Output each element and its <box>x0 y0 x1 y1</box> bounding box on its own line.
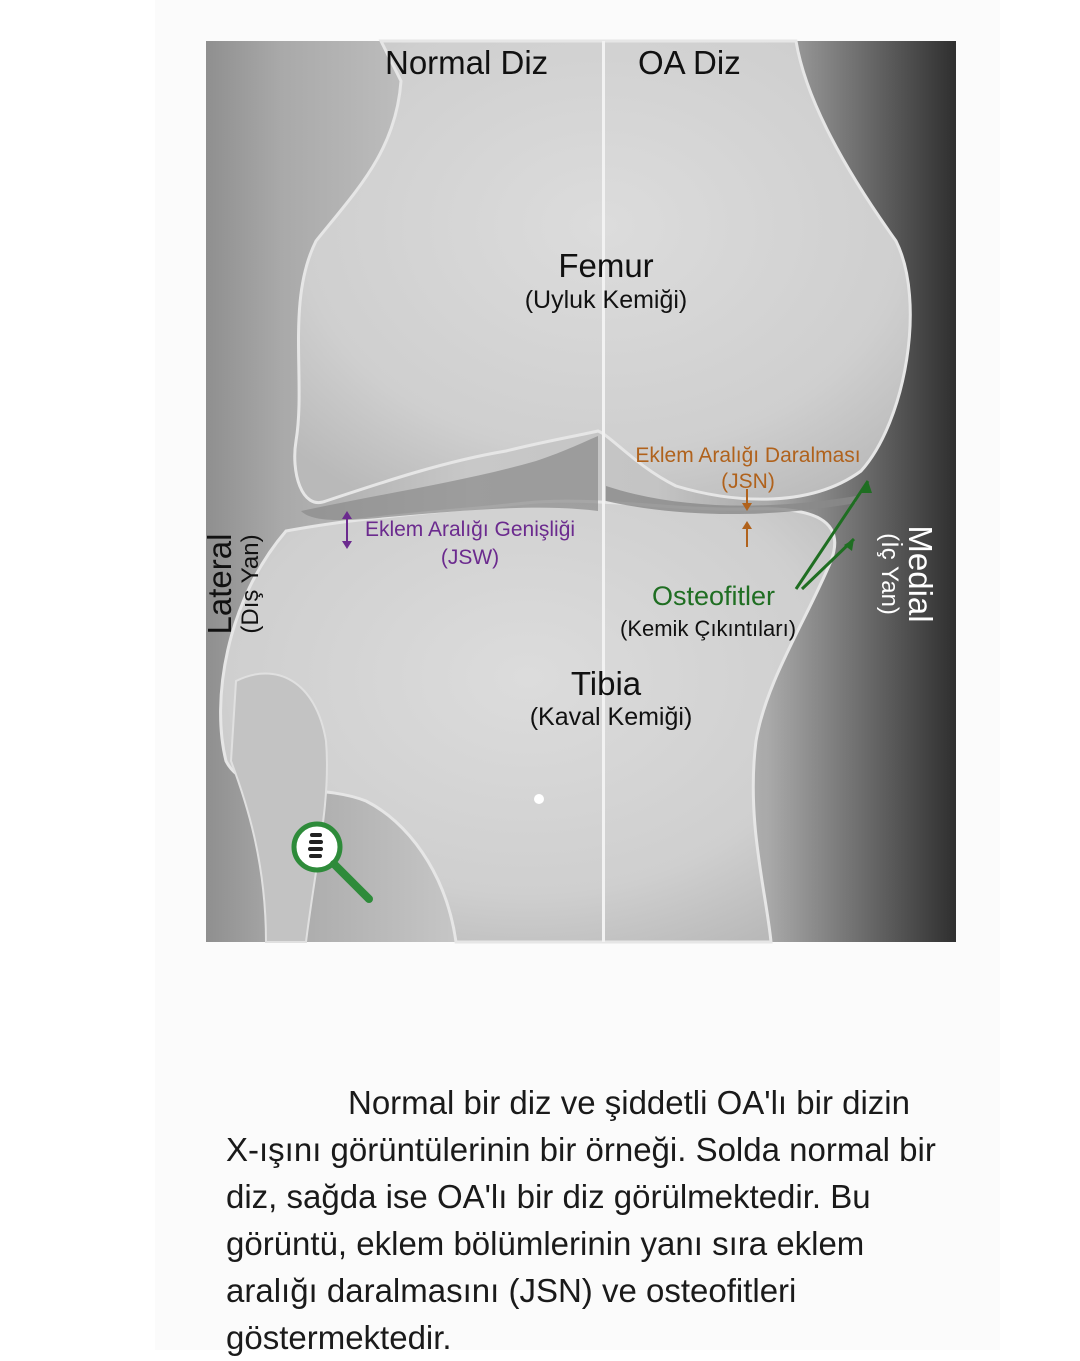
tibia-sublabel: (Kaval Kemiği) <box>529 703 693 731</box>
fibula-bone <box>231 674 327 943</box>
jsn-label-text: Eklem Aralığı Daralması <box>635 444 861 467</box>
femur-sublabel: (Uyluk Kemiği) <box>524 286 688 314</box>
lateral-label <box>203 504 273 664</box>
osteophytes-sublabel: (Kemik Çıkıntıları) <box>620 616 797 641</box>
normal-knee-header: Normal Diz <box>385 44 549 81</box>
oa-knee-header: OA Diz <box>638 44 741 81</box>
knee-xray-image <box>201 41 956 942</box>
medial-label <box>867 494 937 654</box>
lateral-sub: (Dış Yan) <box>237 534 264 634</box>
jsw-abbr: (JSW) <box>440 546 500 569</box>
jsn-label <box>618 443 878 495</box>
jsn-abbr: (JSN) <box>721 470 775 493</box>
lateral-name: Lateral <box>201 533 238 635</box>
tibia-label: Tibia <box>570 665 642 702</box>
figure-caption: Normal bir diz ve şiddetli OA'lı bir dizin X-ışını görüntülerinin bir örneği. Solda normal bir diz, sağda ise OA'lı bir diz görülmektedir. Bu görüntü, eklem bölümlerinin yanı sıra eklem aralığı daralmasını (JSN) ve osteofitleri göstermektedir. <box>226 1084 936 1356</box>
marker-dot <box>534 794 544 804</box>
osteophytes-label: Osteofitler <box>652 581 776 611</box>
jsw-label-text: Eklem Aralığı Genişliği <box>364 518 576 541</box>
femur-label: Femur <box>558 247 654 284</box>
medial-sub: (İç Yan) <box>876 533 903 615</box>
image-divider <box>602 41 605 942</box>
jsw-label <box>350 516 590 572</box>
medial-name: Medial <box>902 525 939 623</box>
